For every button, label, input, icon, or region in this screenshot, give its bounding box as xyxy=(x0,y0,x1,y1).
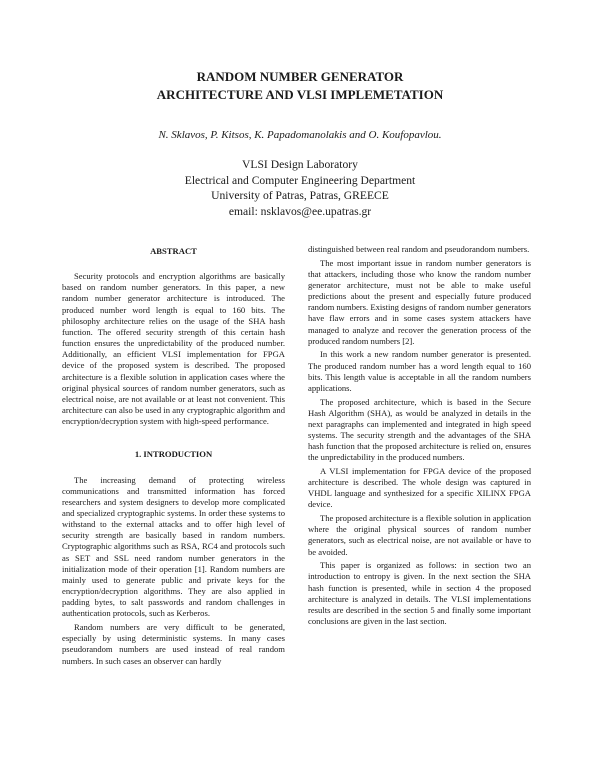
introduction-paragraph-1: The increasing demand of protecting wireless communications and transmitted information has forced researchers and system designers to develop more complicated and specialized cryptographic systems. In order these systems to withstand to the external attacks and to offer high level of security strength are basically based in random numbers. Cryptographic algorithms such as RSA, RC4 and protocols such as SET and SSL need random number generators in the initialization mode of their operation [1]. Random numbers are mainly used to generate public and private keys for the encryption/decryption algorithms. They are also applied in padding bytes, to salt passwords and random challenges in authentication protocols, such as Kerberos. xyxy=(62,474,285,619)
right-paragraph-6: This paper is organized as follows: in section two an introduction to entropy is given. In the next section the SHA hash function is presented, while in section 4 the proposed architecture is analyzed in details. The VLSI implementations results are described in the section 5 and finally some important conclusions are given in the last section. xyxy=(308,560,531,626)
affiliation-email: email: nsklavos@ee.upatras.gr xyxy=(228,204,372,218)
affiliation-university: University of Patras, Patras, GREECE xyxy=(211,189,389,202)
affiliation xyxy=(0,157,600,219)
affiliation-lab: VLSI Design Laboratory xyxy=(242,158,358,171)
paper-title xyxy=(0,68,600,104)
abstract-heading: ABSTRACT xyxy=(150,246,197,256)
introduction-heading: 1. INTRODUCTION xyxy=(134,449,213,460)
left-column xyxy=(62,246,285,669)
introduction-paragraph-2: Random numbers are very difficult to be generated, especially by using deterministic systems. In many cases pseudorandom numbers are used instead of real random numbers. In such cases an observer can hardly xyxy=(62,622,285,666)
right-paragraph-3: The proposed architecture, which is based in the Secure Hash Algorithm (SHA), as would be analyzed in details in the next paragraphs can implemented and integrated in high speed systems. The security strength and the advantages of the SHA hash function that the proposed architecture is relied on, ensures the unpredictability in the produced numbers. xyxy=(308,396,531,463)
right-paragraph-2: In this work a new random number generator is presented. The produced random number has a word length equal to 160 bits. This length value is acceptable in all the random numbers applications. xyxy=(308,349,531,393)
title-line-1: RANDOM NUMBER GENERATOR xyxy=(196,69,404,84)
authors: N. Sklavos, P. Kitsos, K. Papadomanolakis and O. Koufopavlou. xyxy=(158,129,442,141)
right-paragraph-5: The proposed architecture is a flexible solution in application where the original physical sources of random number generators, such as electrical noise, are not available or have to be avoided. xyxy=(308,513,531,557)
abstract-text: Security protocols and encryption algorithms are basically based on random number generators. In this paper, a new random number generator architecture is introduced. The produced number word length is equal to 160 bits. The philosophy architecture relies on the usage of the SHA hash function. The offered security strength of this certain hash function ensures the unpredictability of the produced number. Additionally, an efficient VLSI implementation for FPGA device of the proposed system is described. The proposed architecture is a flexible solution in application cases where the original physical sources of random number generators, such as electrical noise, are not available or at least not convenient. This architecture can also be used in any cryptographic algorithm and encryption/decryption system with high-speed performance. xyxy=(62,271,285,427)
affiliation-department: Electrical and Computer Engineering Department xyxy=(184,173,416,187)
title-line-2: ARCHITECTURE AND VLSI IMPLEMETATION xyxy=(156,87,444,102)
right-paragraph-1: The most important issue in random number generators is that attackers, including those who know the random number generator architecture, must not be able to make useful predictions about the present and especially future produced random numbers. Existing designs of random number generators have flaw errors and in some cases system attackers have managed to analyze and recover the generation process of the produced random numbers [2]. xyxy=(308,257,531,346)
right-paragraph-0: distinguished between real random and pseudorandom numbers. xyxy=(308,244,530,254)
right-paragraph-4: A VLSI implementation for FPGA device of the proposed architecture is described. The whole design was captured in VHDL language and synthesized for a specific XILINX FPGA device. xyxy=(308,465,531,510)
right-column xyxy=(308,244,531,630)
